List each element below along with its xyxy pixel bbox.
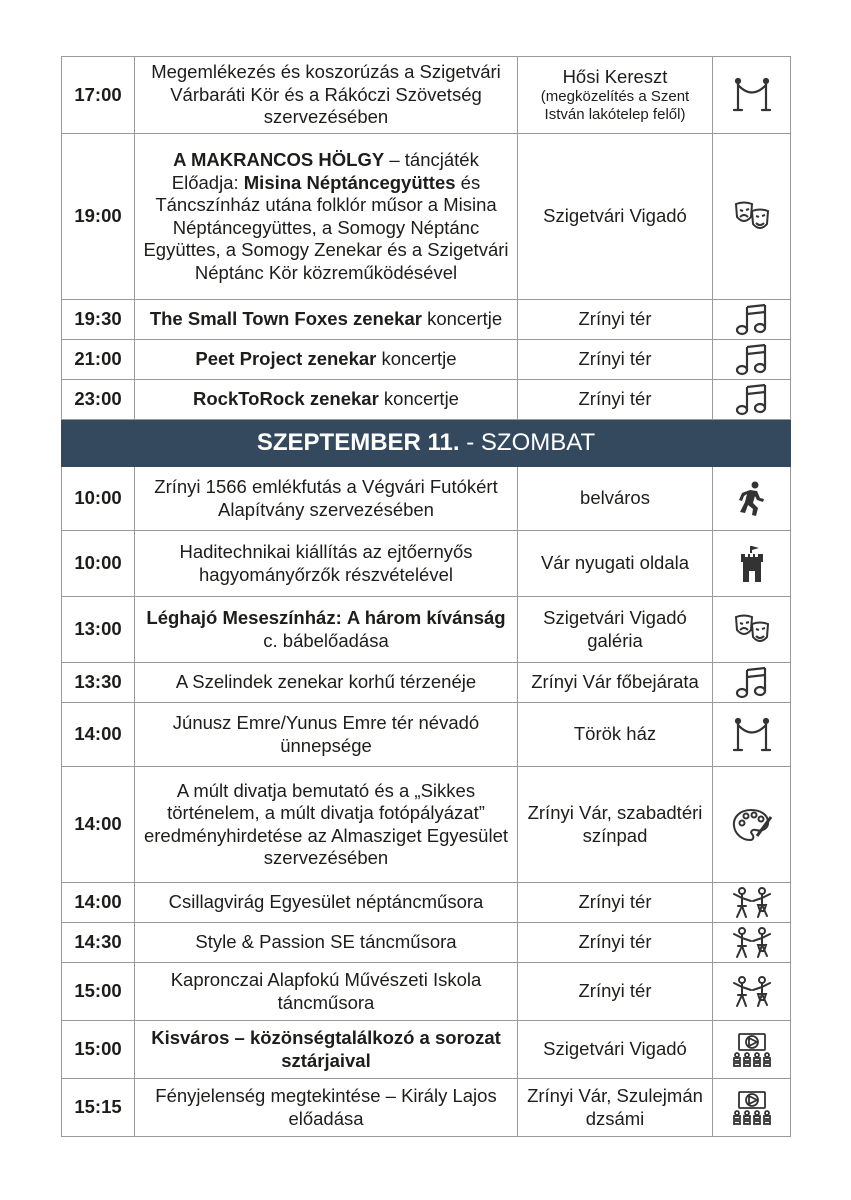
event-location-name: Zrínyi tér xyxy=(578,980,652,1002)
event-description xyxy=(135,767,518,883)
castle-tower-icon xyxy=(717,546,786,582)
event-location-name: Zrínyi tér xyxy=(578,891,652,913)
event-description xyxy=(135,134,518,300)
event-description-bold: The Small Town Foxes zenekar xyxy=(149,308,422,330)
event-icon-cell xyxy=(713,340,791,380)
day-header-row xyxy=(62,420,791,467)
event-icon-cell xyxy=(713,597,791,663)
event-description xyxy=(135,300,518,340)
event-location xyxy=(518,380,713,420)
event-location-name: Török ház xyxy=(573,723,657,745)
schedule-row xyxy=(62,883,791,923)
event-time: 23:00 xyxy=(62,380,135,420)
event-description-bold: Kisváros – közönségtalálkozó a sorozat sztárjaival xyxy=(151,1027,501,1071)
event-icon-cell xyxy=(713,963,791,1021)
event-location-name: Hősi Kereszt xyxy=(562,65,668,87)
event-time: 14:00 xyxy=(62,703,135,767)
schedule-row xyxy=(62,923,791,963)
day-header-section xyxy=(62,420,791,467)
event-location xyxy=(518,963,713,1021)
runner-icon xyxy=(717,481,786,517)
event-description xyxy=(135,340,518,380)
event-icon-cell xyxy=(713,1079,791,1137)
event-time: 19:00 xyxy=(62,134,135,300)
event-icon-cell xyxy=(713,1021,791,1079)
dancers-icon xyxy=(717,926,786,960)
schedule-row xyxy=(62,767,791,883)
event-location xyxy=(518,597,713,663)
schedule-row xyxy=(62,300,791,340)
dancers-icon xyxy=(717,886,786,920)
event-icon-cell xyxy=(713,883,791,923)
event-location xyxy=(518,663,713,703)
schedule-row xyxy=(62,1021,791,1079)
event-location xyxy=(518,923,713,963)
friday-rows xyxy=(62,57,791,420)
event-location-name: Zrínyi tér xyxy=(578,931,652,953)
event-description xyxy=(135,1079,518,1137)
event-description-text: – táncjáték Előadja: xyxy=(171,149,479,193)
event-time: 14:00 xyxy=(62,883,135,923)
cinema-audience-icon xyxy=(717,1090,786,1126)
event-description-text: koncertje xyxy=(378,388,459,410)
event-description-text: Zrínyi 1566 emlékfutás a Végvári Futókért Alapítvány szervezésében xyxy=(154,476,498,520)
event-description-text: és Táncszínház utána folklór műsor a Misina Néptáncegyüttes, a Somogy Néptánc Együttes, a Somogy Zenekar és a Szigetvári Néptánc Kör közreműködésével xyxy=(143,171,509,283)
event-description-bold: RockToRock zenekar xyxy=(193,388,379,410)
music-notes-icon xyxy=(717,383,786,417)
event-location-note: (megközelítés a Szent István lakótelep felől) xyxy=(540,88,690,124)
event-location-name: Zrínyi tér xyxy=(578,388,652,410)
theater-masks-icon xyxy=(717,612,786,648)
event-description-bold: A MAKRANCOS HÖLGY xyxy=(173,149,385,170)
event-description-text: Kapronczai Alapfokú Művészeti Iskola táncműsora xyxy=(170,969,482,1013)
event-time: 21:00 xyxy=(62,340,135,380)
event-description-text: c. bábelőadása xyxy=(263,629,389,651)
event-description xyxy=(135,663,518,703)
event-description-text: koncertje xyxy=(421,308,503,330)
event-time: 13:30 xyxy=(62,663,135,703)
event-time: 14:00 xyxy=(62,767,135,883)
schedule-row xyxy=(62,467,791,531)
event-time: 19:30 xyxy=(62,300,135,340)
event-description-text: Style & Passion SE táncműsora xyxy=(195,931,457,953)
event-time: 15:00 xyxy=(62,1021,135,1079)
event-icon-cell xyxy=(713,663,791,703)
event-icon-cell xyxy=(713,531,791,597)
event-description xyxy=(135,1021,518,1079)
event-icon-cell xyxy=(713,767,791,883)
event-location xyxy=(518,467,713,531)
event-description-text: A múlt divatja bemutató és a „Sikkes történelem, a múlt divatja fotópályázat” eredményhirdetése az Almasziget Egyesület szervezésében xyxy=(143,779,509,868)
event-location xyxy=(518,883,713,923)
program-table xyxy=(61,56,791,1137)
music-notes-icon xyxy=(717,666,786,700)
schedule-row xyxy=(62,663,791,703)
event-description-text: Megemlékezés és koszorúzás a Szigetvári Várbaráti Kör és a Rákóczi Szövetség szervezésében xyxy=(151,61,501,128)
event-description-text: Fényjelenség megtekintése – Király Lajos előadása xyxy=(155,1085,497,1129)
event-time: 15:00 xyxy=(62,963,135,1021)
schedule-row xyxy=(62,340,791,380)
schedule-row xyxy=(62,703,791,767)
event-description-text: Csillagvirág Egyesület néptáncműsora xyxy=(168,891,484,913)
event-location-name: Zrínyi Vár, szabadtéri színpad xyxy=(527,802,703,846)
event-description-bold: Peet Project zenekar xyxy=(195,348,377,370)
saturday-rows xyxy=(62,467,791,1137)
schedule-row xyxy=(62,57,791,134)
event-location-name: belváros xyxy=(580,487,650,509)
theater-masks-icon xyxy=(717,199,786,235)
event-icon-cell xyxy=(713,380,791,420)
memorial-icon xyxy=(717,78,786,112)
event-time: 10:00 xyxy=(62,531,135,597)
event-description xyxy=(135,703,518,767)
event-location xyxy=(518,57,713,134)
schedule-row xyxy=(62,963,791,1021)
event-description-text: Haditechnikai kiállítás az ejtőernyős hagyományőrzők részvételével xyxy=(179,541,473,585)
event-time: 13:00 xyxy=(62,597,135,663)
event-location xyxy=(518,134,713,300)
event-description-bold: A három kívánság xyxy=(346,607,506,628)
event-description-text: Júnusz Emre/Yunus Emre tér névadó ünnepsége xyxy=(172,712,480,756)
event-location xyxy=(518,300,713,340)
event-time: 17:00 xyxy=(62,57,135,134)
event-time: 10:00 xyxy=(62,467,135,531)
day-header-weekday: - SZOMBAT xyxy=(459,428,596,456)
event-time: 14:30 xyxy=(62,923,135,963)
event-description-text: koncertje xyxy=(376,348,457,370)
dancers-icon xyxy=(717,975,786,1009)
event-location-name: Vár nyugati oldala xyxy=(540,552,690,574)
event-location-name: Zrínyi Vár, Szulejmán dzsámi xyxy=(527,1085,703,1129)
event-description xyxy=(135,883,518,923)
memorial-icon xyxy=(717,718,786,752)
event-location-name: Zrínyi tér xyxy=(578,348,652,370)
cinema-audience-icon xyxy=(717,1032,786,1068)
event-location xyxy=(518,767,713,883)
event-icon-cell xyxy=(713,57,791,134)
music-notes-icon xyxy=(717,303,786,337)
event-description xyxy=(135,380,518,420)
schedule-row xyxy=(62,1079,791,1137)
event-location xyxy=(518,340,713,380)
schedule-row xyxy=(62,531,791,597)
event-location-name: Zrínyi Vár főbejárata xyxy=(531,671,699,693)
schedule-row xyxy=(62,380,791,420)
event-location-name: Szigetvári Vigadó galéria xyxy=(543,607,687,651)
event-icon-cell xyxy=(713,300,791,340)
event-location xyxy=(518,1021,713,1079)
event-description xyxy=(135,467,518,531)
music-notes-icon xyxy=(717,343,786,377)
schedule-row xyxy=(62,597,791,663)
event-description xyxy=(135,963,518,1021)
event-description xyxy=(135,57,518,134)
day-header xyxy=(62,420,791,467)
event-icon-cell xyxy=(713,467,791,531)
event-description xyxy=(135,923,518,963)
event-icon-cell xyxy=(713,703,791,767)
palette-icon xyxy=(717,807,786,843)
event-description xyxy=(135,597,518,663)
event-time: 15:15 xyxy=(62,1079,135,1137)
event-icon-cell xyxy=(713,923,791,963)
event-location-name: Zrínyi tér xyxy=(578,308,652,330)
event-location-name: Szigetvári Vigadó xyxy=(543,1038,687,1060)
event-location-name: Szigetvári Vigadó xyxy=(543,205,687,227)
day-header-date: SZEPTEMBER 11. xyxy=(256,428,460,456)
event-location xyxy=(518,703,713,767)
event-location xyxy=(518,1079,713,1137)
schedule-row xyxy=(62,134,791,300)
event-description-bold: Misina Néptáncegyüttes xyxy=(243,171,456,193)
event-description-text: A Szelindek zenekar korhű térzenéje xyxy=(175,671,477,693)
event-description-bold: Léghajó Meseszínház: xyxy=(146,607,342,628)
event-icon-cell xyxy=(713,134,791,300)
event-description xyxy=(135,531,518,597)
event-location xyxy=(518,531,713,597)
